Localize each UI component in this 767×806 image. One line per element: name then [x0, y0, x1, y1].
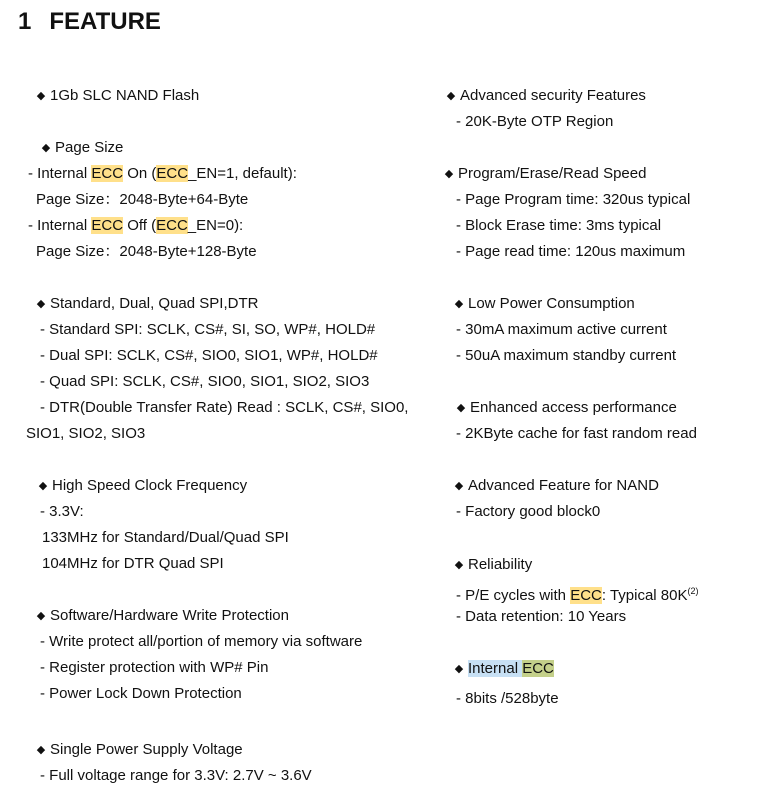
spi-item: - Standard SPI: SCLK, CS#, SI, SO, WP#, HOLD# [40, 321, 376, 338]
section-heading [18, 8, 161, 36]
spi-item: - Dual SPI: SCLK, CS#, SIO0, SIO1, WP#, HOLD# [40, 347, 378, 364]
ecc-off-line: - Internal ECC Off (ECC_EN=0): [28, 217, 244, 234]
diamond-bullet-icon: ◆ [454, 298, 464, 310]
feature-low-power: ◆ Low Power Consumption [440, 291, 760, 317]
ecc-on-line: - Internal ECC On (ECC_EN=1, default): [28, 165, 297, 182]
ecc-highlight: ECC [91, 217, 124, 234]
feature-internal-ecc [440, 656, 760, 682]
feature-speed: ◆ Program/Erase/Read Speed [440, 161, 760, 187]
feature-security: ◆ Advanced security Features [440, 83, 760, 109]
internal-ecc-title: Internal ECC [468, 660, 554, 677]
feature-access: ◆ Enhanced access performance [440, 395, 760, 421]
internal-ecc-item: - 8bits /528byte [456, 690, 559, 707]
feature-spi: ◆ Standard, Dual, Quad SPI,DTR [28, 291, 428, 317]
low-power-item: - 30mA maximum active current [456, 321, 667, 338]
power-item: - Full voltage range for 3.3V: 2.7V ~ 3.6V [40, 767, 312, 784]
feature-clock: ◆ High Speed Clock Frequency [28, 473, 428, 499]
diamond-bullet-icon: ◆ [36, 90, 46, 102]
ecc-highlight: ECC [522, 660, 554, 677]
feature-advanced: ◆ Advanced Feature for NAND [440, 473, 760, 499]
feature-reliability: ◆ Reliability [440, 552, 760, 578]
reliability-pe-cycles: - P/E cycles with ECC: Typical $80K^{(2)}$ [456, 586, 699, 604]
speed-item: - Page read time: 120us maximum [456, 243, 686, 260]
protection-item: - Write protect all/portion of memory via software [40, 633, 363, 650]
access-item: - 2KByte cache for fast random read [456, 425, 697, 442]
diamond-bullet-icon: ◆ [36, 744, 46, 756]
diamond-bullet-icon: ◆ [41, 142, 51, 154]
diamond-bullet-icon: ◆ [446, 90, 456, 102]
section-number: 1 [18, 8, 32, 35]
ecc-highlight: ECC [570, 587, 602, 604]
diamond-bullet-icon: ◆ [444, 168, 454, 180]
low-power-item: - 50uA maximum standby current [456, 347, 677, 364]
ecc-highlight: ECC [156, 217, 188, 234]
diamond-bullet-icon: ◆ [36, 298, 46, 310]
diamond-bullet-icon: ◆ [456, 402, 466, 414]
feature-power: ◆ Single Power Supply Voltage [28, 737, 428, 763]
page-size-off: Page Size：2048-Byte+128-Byte [36, 243, 257, 260]
left-column [28, 83, 428, 789]
diamond-bullet-icon: ◆ [454, 663, 464, 675]
feature-page-size: ◆ Page Size [28, 135, 428, 161]
diamond-bullet-icon: ◆ [36, 610, 46, 622]
protection-item: - Register protection with WP# Pin [40, 659, 269, 676]
footnote-ref: (2) [687, 586, 699, 596]
speed-item: - Block Erase time: 3ms typical [456, 217, 662, 234]
reliability-retention: - Data retention: 10 Years [456, 608, 627, 625]
ecc-highlight: ECC [91, 165, 124, 182]
page-size-on: Page Size：2048-Byte+64-Byte [36, 191, 249, 208]
spi-item: - DTR(Double Transfer Rate) Read : SCLK, CS#, SIO0, [40, 399, 409, 416]
feature-protection: ◆ Software/Hardware Write Protection [28, 603, 428, 629]
clock-item: 133MHz for Standard/Dual/Quad SPI [42, 529, 289, 546]
speed-item: - Page Program time: 320us typical [456, 191, 691, 208]
security-item: - 20K-Byte OTP Region [456, 113, 614, 130]
right-column [440, 83, 760, 712]
spi-item-wrap: SIO1, SIO2, SIO3 [26, 425, 146, 442]
protection-item: - Power Lock Down Protection [40, 685, 242, 702]
diamond-bullet-icon: ◆ [38, 480, 48, 492]
feature-nand: ◆ 1Gb SLC NAND Flash [28, 83, 428, 109]
clock-item: - 3.3V: [40, 503, 84, 520]
clock-item: 104MHz for DTR Quad SPI [42, 555, 224, 572]
ecc-highlight: ECC [156, 165, 189, 182]
diamond-bullet-icon: ◆ [454, 480, 464, 492]
section-title: FEATURE [49, 8, 161, 35]
advanced-item: - Factory good block0 [456, 503, 601, 520]
spi-item: - Quad SPI: SCLK, CS#, SIO0, SIO1, SIO2, SIO3 [40, 373, 370, 390]
diamond-bullet-icon: ◆ [454, 559, 464, 571]
